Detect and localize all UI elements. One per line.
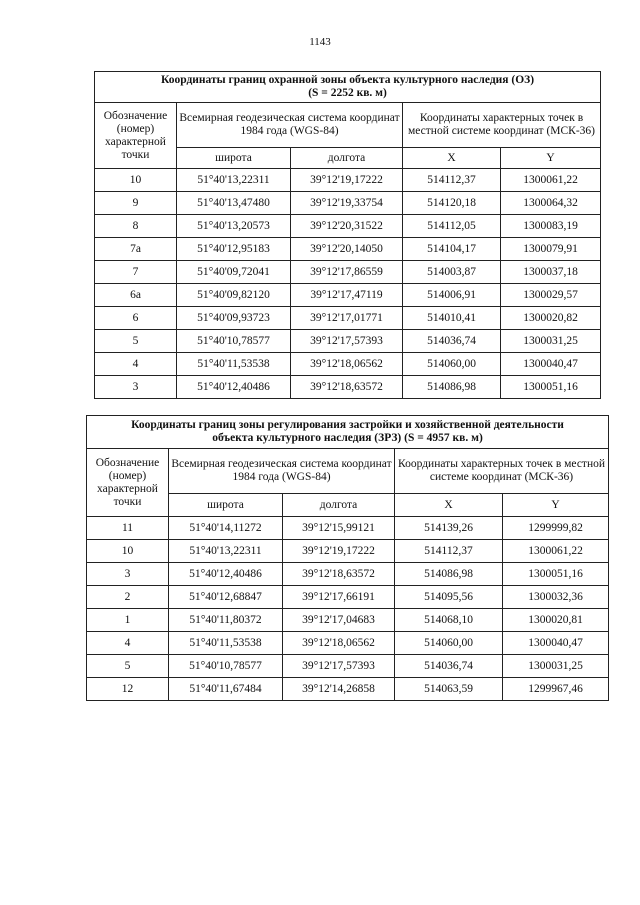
cell-y: 1299999,82 — [503, 517, 609, 540]
cell-point: 7а — [95, 238, 177, 261]
table-row — [95, 330, 601, 353]
cell-y: 1299967,46 — [503, 678, 609, 701]
cell-x: 514086,98 — [403, 376, 501, 399]
table-row — [95, 353, 601, 376]
cell-x: 514086,98 — [395, 563, 503, 586]
cell-x: 514068,10 — [395, 609, 503, 632]
cell-x: 514036,74 — [395, 655, 503, 678]
cell-longitude: 39°12'17,57393 — [283, 655, 395, 678]
cell-latitude: 51°40'13,22311 — [177, 169, 291, 192]
table-title — [95, 72, 601, 103]
cell-point: 7 — [95, 261, 177, 284]
table-row — [87, 632, 609, 655]
cell-longitude: 39°12'17,01771 — [291, 307, 403, 330]
cell-y: 1300032,36 — [503, 586, 609, 609]
cell-longitude: 39°12'20,31522 — [291, 215, 403, 238]
col-header-lat: широта — [169, 494, 283, 517]
table-title — [87, 416, 609, 449]
table-row — [95, 169, 601, 192]
cell-y: 1300040,47 — [501, 353, 601, 376]
cell-latitude: 51°40'12,95183 — [177, 238, 291, 261]
cell-latitude: 51°40'11,67484 — [169, 678, 283, 701]
cell-y: 1300083,19 — [501, 215, 601, 238]
col-header-y: Y — [501, 148, 601, 169]
cell-y: 1300020,81 — [503, 609, 609, 632]
table-title-line1: Координаты границ охранной зоны объекта культурного наследия (ОЗ) — [160, 74, 535, 86]
table-row — [87, 563, 609, 586]
col-header-lon: долгота — [283, 494, 395, 517]
cell-latitude: 51°40'13,47480 — [177, 192, 291, 215]
cell-latitude: 51°40'10,78577 — [177, 330, 291, 353]
cell-point: 6а — [95, 284, 177, 307]
oz-coordinates-table — [94, 71, 601, 399]
cell-x: 514036,74 — [403, 330, 501, 353]
cell-point: 4 — [87, 632, 169, 655]
table-title-line2: (S = 2252 кв. м) — [308, 87, 387, 99]
col-header-lon: долгота — [291, 148, 403, 169]
cell-x: 514060,00 — [395, 632, 503, 655]
cell-point: 3 — [87, 563, 169, 586]
cell-longitude: 39°12'18,06562 — [291, 353, 403, 376]
cell-longitude: 39°12'17,66191 — [283, 586, 395, 609]
cell-longitude: 39°12'17,04683 — [283, 609, 395, 632]
cell-y: 1300079,91 — [501, 238, 601, 261]
table-row — [95, 376, 601, 399]
cell-latitude: 51°40'14,11272 — [169, 517, 283, 540]
table-row — [95, 238, 601, 261]
cell-y: 1300031,25 — [501, 330, 601, 353]
table-row — [87, 609, 609, 632]
cell-point: 8 — [95, 215, 177, 238]
table-row — [87, 655, 609, 678]
cell-point: 11 — [87, 517, 169, 540]
cell-x: 514063,59 — [395, 678, 503, 701]
cell-x: 514006,91 — [403, 284, 501, 307]
cell-latitude: 51°40'11,53538 — [169, 632, 283, 655]
col-header-msk: Координаты характерных точек в местной системе координат (МСК-36) — [403, 103, 601, 148]
col-header-designation: Обозначение (номер) характерной точки — [87, 449, 169, 517]
cell-longitude: 39°12'15,99121 — [283, 517, 395, 540]
cell-latitude: 51°40'10,78577 — [169, 655, 283, 678]
cell-x: 514010,41 — [403, 307, 501, 330]
cell-x: 514120,18 — [403, 192, 501, 215]
cell-latitude: 51°40'11,53538 — [177, 353, 291, 376]
table-row — [87, 678, 609, 701]
cell-longitude: 39°12'19,17222 — [291, 169, 403, 192]
cell-longitude: 39°12'19,33754 — [291, 192, 403, 215]
cell-latitude: 51°40'09,72041 — [177, 261, 291, 284]
cell-longitude: 39°12'14,26858 — [283, 678, 395, 701]
cell-y: 1300061,22 — [503, 540, 609, 563]
cell-point: 5 — [95, 330, 177, 353]
table-row — [87, 517, 609, 540]
cell-x: 514003,87 — [403, 261, 501, 284]
col-header-lat: широта — [177, 148, 291, 169]
table-row — [95, 284, 601, 307]
cell-longitude: 39°12'20,14050 — [291, 238, 403, 261]
cell-point: 9 — [95, 192, 177, 215]
cell-longitude: 39°12'19,17222 — [283, 540, 395, 563]
cell-point: 10 — [95, 169, 177, 192]
table-row — [87, 586, 609, 609]
table-row — [95, 192, 601, 215]
cell-point: 6 — [95, 307, 177, 330]
cell-x: 514112,05 — [403, 215, 501, 238]
zrz-coordinates-table — [86, 415, 609, 701]
cell-x: 514139,26 — [395, 517, 503, 540]
cell-longitude: 39°12'17,47119 — [291, 284, 403, 307]
col-header-designation: Обозначение (номер) характерной точки — [95, 103, 177, 169]
cell-point: 4 — [95, 353, 177, 376]
cell-latitude: 51°40'12,68847 — [169, 586, 283, 609]
col-header-y: Y — [503, 494, 609, 517]
cell-longitude: 39°12'18,63572 — [283, 563, 395, 586]
cell-y: 1300020,82 — [501, 307, 601, 330]
table-row — [95, 261, 601, 284]
cell-x: 514060,00 — [403, 353, 501, 376]
cell-latitude: 51°40'09,93723 — [177, 307, 291, 330]
table-row — [95, 215, 601, 238]
cell-latitude: 51°40'09,82120 — [177, 284, 291, 307]
table-row — [95, 307, 601, 330]
cell-latitude: 51°40'12,40486 — [177, 376, 291, 399]
cell-y: 1300061,22 — [501, 169, 601, 192]
cell-longitude: 39°12'18,63572 — [291, 376, 403, 399]
cell-latitude: 51°40'13,20573 — [177, 215, 291, 238]
cell-point: 2 — [87, 586, 169, 609]
cell-y: 1300064,32 — [501, 192, 601, 215]
cell-x: 514095,56 — [395, 586, 503, 609]
col-header-x: X — [403, 148, 501, 169]
col-header-msk: Координаты характерных точек в местной системе координат (МСК-36) — [395, 449, 609, 494]
cell-y: 1300051,16 — [503, 563, 609, 586]
cell-x: 514112,37 — [395, 540, 503, 563]
cell-y: 1300031,25 — [503, 655, 609, 678]
cell-longitude: 39°12'17,57393 — [291, 330, 403, 353]
cell-y: 1300037,18 — [501, 261, 601, 284]
page-number: 1143 — [309, 36, 331, 48]
cell-x: 514112,37 — [403, 169, 501, 192]
cell-longitude: 39°12'18,06562 — [283, 632, 395, 655]
cell-point: 3 — [95, 376, 177, 399]
cell-y: 1300029,57 — [501, 284, 601, 307]
cell-latitude: 51°40'12,40486 — [169, 563, 283, 586]
cell-latitude: 51°40'11,80372 — [169, 609, 283, 632]
cell-point: 10 — [87, 540, 169, 563]
cell-latitude: 51°40'13,22311 — [169, 540, 283, 563]
table-row — [87, 540, 609, 563]
col-header-wgs: Всемирная геодезическая система координат 1984 года (WGS-84) — [169, 449, 395, 494]
col-header-x: X — [395, 494, 503, 517]
cell-y: 1300040,47 — [503, 632, 609, 655]
cell-x: 514104,17 — [403, 238, 501, 261]
cell-y: 1300051,16 — [501, 376, 601, 399]
cell-longitude: 39°12'17,86559 — [291, 261, 403, 284]
cell-point: 1 — [87, 609, 169, 632]
cell-point: 12 — [87, 678, 169, 701]
table-title-line2: объекта культурного наследия (ЗРЗ) (S = 4957 кв. м) — [212, 432, 483, 444]
col-header-wgs: Всемирная геодезическая система координат 1984 года (WGS-84) — [177, 103, 403, 148]
table-title-line1: Координаты границ зоны регулирования застройки и хозяйственной деятельности — [131, 419, 564, 431]
cell-point: 5 — [87, 655, 169, 678]
